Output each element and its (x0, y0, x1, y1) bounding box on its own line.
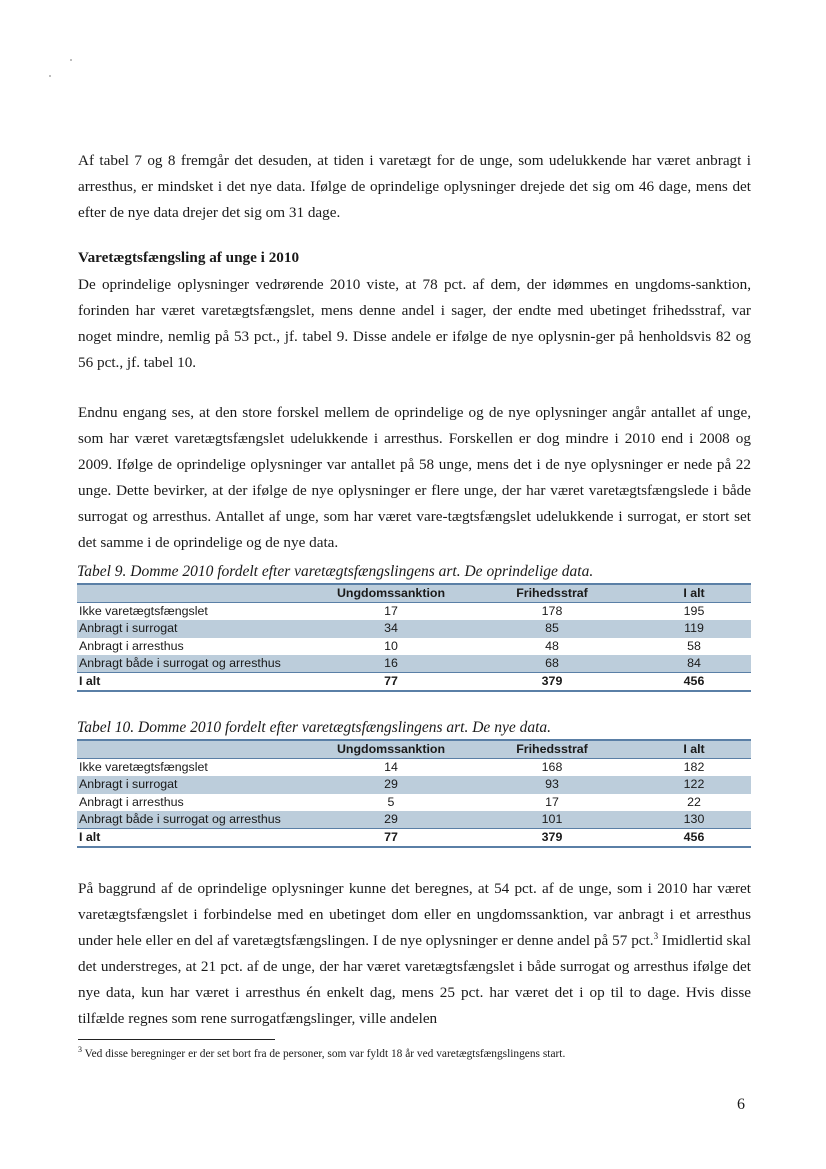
paragraph-text: På baggrund af de oprindelige oplysninger kunne det beregnes, at 54 pct. af de unge, som i 2010 har været varetægtsfængslet i forbindelse med en ubetinget dom eller en ungdomssanktion, var anbragt i et arresthus under hele eller en del af varetægtsfængslingen. I de nye oplysninger er denne andel på 57 pct. (78, 880, 751, 949)
cell-ungdomssanktion: 77 (384, 830, 398, 845)
cell-frihedsstraf: 379 (541, 674, 563, 689)
row-label: Anbragt i arresthus (79, 794, 184, 809)
table-row (77, 638, 751, 656)
column-header-label (77, 740, 315, 759)
table-total-row (77, 829, 751, 848)
cell-i-alt: 195 (683, 604, 705, 619)
paragraph-oprindelige-2010: De oprindelige oplysninger vedrørende 2010 viste, at 78 pct. af dem, der idømmes en ungdoms-sanktion, forinden har været varetægtsfængslet, mens denne andel i sager, der endte med ubetinget frihedsstraf, var noget mindre, nemlig på 53 pct., jf. tabel 9. Disse andele er ifølge de nye oplysnin-ger på henholdsvis 82 og 56 pct., jf. tabel 10. (78, 276, 751, 371)
cell-i-alt: 119 (684, 621, 704, 636)
cell-frihedsstraf: 85 (545, 621, 559, 636)
scan-speck (70, 59, 72, 61)
column-header-ungdomssanktion: Ungdomssanktion (336, 586, 446, 600)
footnote-reference[interactable]: 3 (653, 930, 659, 941)
section-heading: Varetægtsfængsling af unge i 2010 (78, 249, 300, 266)
paragraph-tiden-i-varetaegt: Af tabel 7 og 8 fremgår det desuden, at tiden i varetægt for de unge, som udelukkende har været anbragt i arresthus, er mindsket i det nye data. Ifølge de oprindelige oplysninger drejede det sig om 46 dage, mens det efter de nye data drejer det sig om 31 dage. (78, 152, 751, 221)
row-label: Ikke varetægtsfængslet (79, 760, 208, 775)
table-9-block (77, 563, 751, 692)
table-10-caption: Tabel 10. Domme 2010 fordelt efter varetægtsfængslingens art. De nye data. (77, 719, 552, 736)
row-label: Anbragt i arresthus (79, 638, 184, 653)
cell-frihedsstraf: 178 (541, 604, 563, 619)
cell-i-alt: 84 (687, 656, 701, 671)
table-header-row (77, 740, 751, 759)
column-header-label (77, 584, 315, 603)
column-header-ungdomssanktion: Ungdomssanktion (336, 742, 446, 756)
cell-frihedsstraf: 101 (541, 812, 563, 827)
cell-ungdomssanktion: 14 (384, 760, 398, 775)
cell-ungdomssanktion: 77 (384, 674, 398, 689)
cell-frihedsstraf: 379 (541, 830, 563, 845)
table-9-caption: Tabel 9. Domme 2010 fordelt efter varetægtsfængslingens art. De oprindelige data. (77, 563, 594, 580)
column-header-i-alt: I alt (683, 742, 705, 756)
cell-frihedsstraf: 93 (545, 777, 559, 792)
row-label: Anbragt både i surrogat og arresthus (79, 812, 281, 827)
footnote-text: Ved disse beregninger er der set bort fra de personer, som var fyldt 18 år ved varetægtsfængslingens start. (82, 1048, 566, 1060)
footnote (78, 1047, 758, 1061)
cell-i-alt: 182 (683, 760, 705, 775)
page-number: 6 (737, 1096, 745, 1113)
footnote-divider (78, 1039, 275, 1040)
column-header-i-alt: I alt (683, 586, 705, 600)
cell-frihedsstraf: 17 (545, 794, 559, 809)
cell-i-alt: 456 (683, 830, 705, 845)
row-label: Anbragt i surrogat (79, 621, 178, 636)
table-row (77, 603, 751, 621)
row-label: Ikke varetægtsfængslet (79, 604, 208, 619)
cell-ungdomssanktion: 5 (387, 794, 395, 809)
column-header-frihedsstraf: Frihedsstraf (516, 742, 588, 756)
table-10 (77, 739, 751, 848)
cell-frihedsstraf: 68 (545, 656, 559, 671)
cell-ungdomssanktion: 34 (384, 621, 398, 636)
paragraph-forskel-arresthus: Endnu engang ses, at den store forskel mellem de oprindelige og de nye oplysninger angår antallet af unge, som har været varetægtsfængslet udelukkende i arresthus. Forskellen er dog mindre i 2010 end i 2008 og 2009. Ifølge de oprindelige oplysninger var antallet på 58 unge, mens det i de nye oplysninger er nede på 22 unge. Dette bevirker, at der ifølge de nye oplysninger er flere unge, der har været varetægtsfængslede i både surrogat og arresthus. Antallet af unge, som har været vare-tægtsfængslet udelukkende i surrogat, er stort set det samme i de oprindelige og de nye data. (78, 404, 751, 551)
row-label: Anbragt i surrogat (79, 777, 178, 792)
table-10-block (77, 719, 751, 848)
row-label: I alt (79, 830, 101, 845)
cell-ungdomssanktion: 16 (384, 656, 398, 671)
table-row (77, 811, 751, 829)
cell-i-alt: 22 (687, 794, 701, 809)
table-row (77, 620, 751, 638)
row-label: I alt (79, 674, 101, 689)
cell-i-alt: 130 (683, 812, 705, 827)
table-row (77, 655, 751, 673)
table-row (77, 759, 751, 777)
scan-speck (49, 75, 51, 77)
table-9 (77, 583, 751, 692)
table-total-row (77, 673, 751, 692)
paragraph-baggrund-oprindelige (78, 876, 751, 1032)
cell-ungdomssanktion: 10 (384, 638, 398, 653)
cell-ungdomssanktion: 29 (384, 777, 398, 792)
cell-frihedsstraf: 168 (541, 760, 563, 775)
row-label: Anbragt både i surrogat og arresthus (79, 656, 281, 671)
cell-ungdomssanktion: 29 (384, 812, 398, 827)
table-row (77, 776, 751, 794)
cell-frihedsstraf: 48 (545, 638, 559, 653)
cell-i-alt: 456 (683, 674, 705, 689)
table-row (77, 794, 751, 812)
cell-i-alt: 58 (687, 638, 701, 653)
paragraph-text: Imidlertid skal det understreges, at 21 pct. af de unge, der har været varetægtsfængslet i både surrogat og arresthus ifølge det nye data, kun har været i arresthus én enkelt dag, mens 25 pct. har været det i op til to dage. Hvis disse tilfælde regnes som rene surrogatfængslinger, ville andelen (78, 932, 752, 1027)
footnote-marker: 3 (78, 1045, 82, 1055)
table-header-row (77, 584, 751, 603)
cell-i-alt: 122 (683, 777, 705, 792)
column-header-frihedsstraf: Frihedsstraf (516, 586, 588, 600)
cell-ungdomssanktion: 17 (384, 604, 398, 619)
